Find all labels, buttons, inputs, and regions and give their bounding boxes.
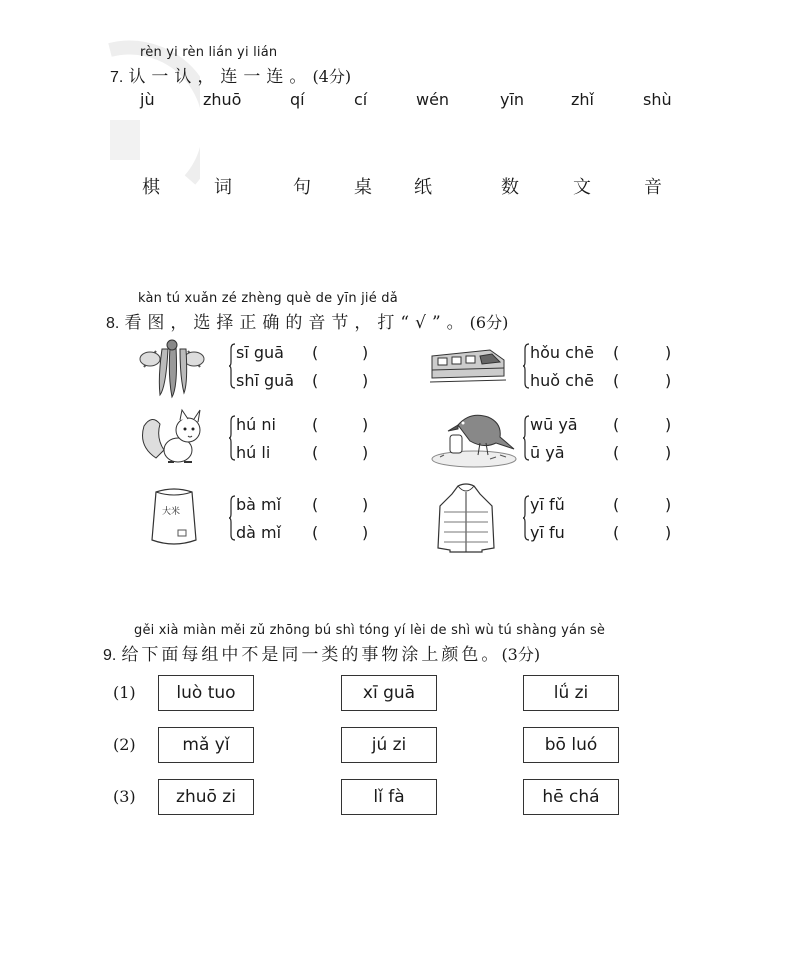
q9-text: 给下面每组中不是同一类的事物涂上颜色。 — [121, 645, 502, 665]
row-label: (3) — [113, 787, 136, 806]
option-label[interactable]: ū yā — [530, 443, 565, 462]
q7-hanzi-4[interactable]: 纸 — [414, 177, 432, 198]
train-icon — [430, 344, 506, 384]
q7-number: 7. — [110, 69, 124, 86]
q8-heading — [106, 308, 508, 333]
answer-paren-close[interactable]: ) — [362, 495, 369, 514]
q7-pinyin-4[interactable]: wén — [416, 90, 450, 109]
q7-hanzi-2[interactable]: 句 — [293, 177, 311, 198]
q7-hanzi-7[interactable]: 音 — [644, 177, 662, 198]
q8-pinyin-line: kàn tú xuǎn zé zhèng què de yīn jié dǎ — [138, 291, 398, 306]
answer-paren-open[interactable]: ( — [613, 443, 620, 462]
brace — [523, 495, 530, 541]
jacket-icon — [436, 482, 496, 554]
answer-box[interactable]: zhuō zi — [158, 779, 254, 815]
answer-paren-close[interactable]: ) — [665, 495, 672, 514]
brace — [523, 343, 530, 389]
answer-box[interactable]: lǐ fà — [341, 779, 437, 815]
answer-box[interactable]: lǘ zi — [523, 675, 619, 711]
answer-paren-close[interactable]: ) — [362, 415, 369, 434]
q7-hanzi-1[interactable]: 词 — [214, 177, 232, 198]
answer-box[interactable]: hē chá — [523, 779, 619, 815]
q7-pinyin-6[interactable]: zhǐ — [571, 90, 594, 109]
q7-pinyin-0[interactable]: jù — [140, 90, 155, 109]
answer-paren-close[interactable]: ) — [665, 523, 672, 542]
q7-points: (4分) — [312, 67, 352, 86]
answer-paren-close[interactable]: ) — [362, 443, 369, 462]
q8-number: 8. — [106, 315, 120, 332]
q7-pinyin-5[interactable]: yīn — [500, 90, 525, 109]
option-label[interactable]: wū yā — [530, 415, 578, 434]
answer-paren-open[interactable]: ( — [613, 495, 620, 514]
answer-paren-close[interactable]: ) — [665, 415, 672, 434]
option-label[interactable]: hǒu chē — [530, 343, 594, 362]
q7-pinyin-1[interactable]: zhuō — [203, 90, 242, 109]
option-label[interactable]: yī fǔ — [530, 495, 565, 514]
answer-paren-open[interactable]: ( — [312, 415, 319, 434]
rice-bag-icon — [148, 486, 200, 548]
q7-pinyin-line: rèn yi rèn lián yi lián — [140, 45, 278, 60]
crow-icon — [430, 405, 520, 469]
answer-paren-open[interactable]: ( — [312, 443, 319, 462]
answer-paren-close[interactable]: ) — [362, 371, 369, 390]
q9-number: 9. — [103, 647, 117, 664]
q8-text: 看图，选择正确的音节，打“√”。 — [124, 313, 470, 333]
option-label[interactable]: bà mǐ — [236, 495, 282, 514]
q7-hanzi-0[interactable]: 棋 — [142, 177, 160, 198]
answer-paren-open[interactable]: ( — [312, 495, 319, 514]
q7-hanzi-5[interactable]: 数 — [501, 177, 519, 198]
answer-box[interactable]: xī guā — [341, 675, 437, 711]
option-label[interactable]: huǒ chē — [530, 371, 594, 390]
q7-text: 认一认，连一连。 — [128, 67, 313, 87]
answer-paren-close[interactable]: ) — [362, 343, 369, 362]
q7-heading — [110, 62, 351, 87]
option-label[interactable]: dà mǐ — [236, 523, 282, 542]
answer-paren-close[interactable]: ) — [665, 443, 672, 462]
answer-paren-open[interactable]: ( — [613, 371, 620, 390]
brace — [229, 415, 236, 461]
brace — [229, 343, 236, 389]
answer-paren-open[interactable]: ( — [312, 523, 319, 542]
brace — [229, 495, 236, 541]
answer-box[interactable]: mǎ yǐ — [158, 727, 254, 763]
q7-hanzi-6[interactable]: 文 — [573, 177, 591, 198]
q9-pinyin-line: gěi xià miàn měi zǔ zhōng bú shì tóng yí lèi de shì wù tú shàng yán sè — [134, 623, 606, 638]
q7-pinyin-3[interactable]: cí — [354, 90, 368, 109]
answer-box[interactable]: luò tuo — [158, 675, 254, 711]
option-label[interactable]: shī guā — [236, 371, 295, 390]
row-label: (2) — [113, 735, 136, 754]
rice-bag-label: 大米 — [162, 507, 181, 517]
q7-pinyin-2[interactable]: qí — [290, 90, 305, 109]
answer-paren-open[interactable]: ( — [312, 371, 319, 390]
answer-box[interactable]: bō luó — [523, 727, 619, 763]
answer-paren-close[interactable]: ) — [665, 343, 672, 362]
q7-pinyin-7[interactable]: shù — [643, 90, 672, 109]
option-label[interactable]: sī guā — [236, 343, 284, 362]
q8-points: (6分) — [469, 313, 509, 332]
option-label[interactable]: hú ni — [236, 415, 276, 434]
row-label: (1) — [113, 683, 136, 702]
answer-box[interactable]: jú zi — [341, 727, 437, 763]
loofah-icon — [136, 337, 208, 399]
option-label[interactable]: hú li — [236, 443, 271, 462]
option-label[interactable]: yī fu — [530, 523, 565, 542]
q9-heading — [103, 640, 540, 665]
brace — [523, 415, 530, 461]
q7-hanzi-3[interactable]: 桌 — [354, 177, 372, 198]
answer-paren-open[interactable]: ( — [613, 523, 620, 542]
answer-paren-close[interactable]: ) — [362, 523, 369, 542]
answer-paren-open[interactable]: ( — [312, 343, 319, 362]
q9-points: (3分) — [501, 645, 541, 664]
fox-icon — [138, 406, 210, 466]
answer-paren-open[interactable]: ( — [613, 415, 620, 434]
answer-paren-open[interactable]: ( — [613, 343, 620, 362]
answer-paren-close[interactable]: ) — [665, 371, 672, 390]
